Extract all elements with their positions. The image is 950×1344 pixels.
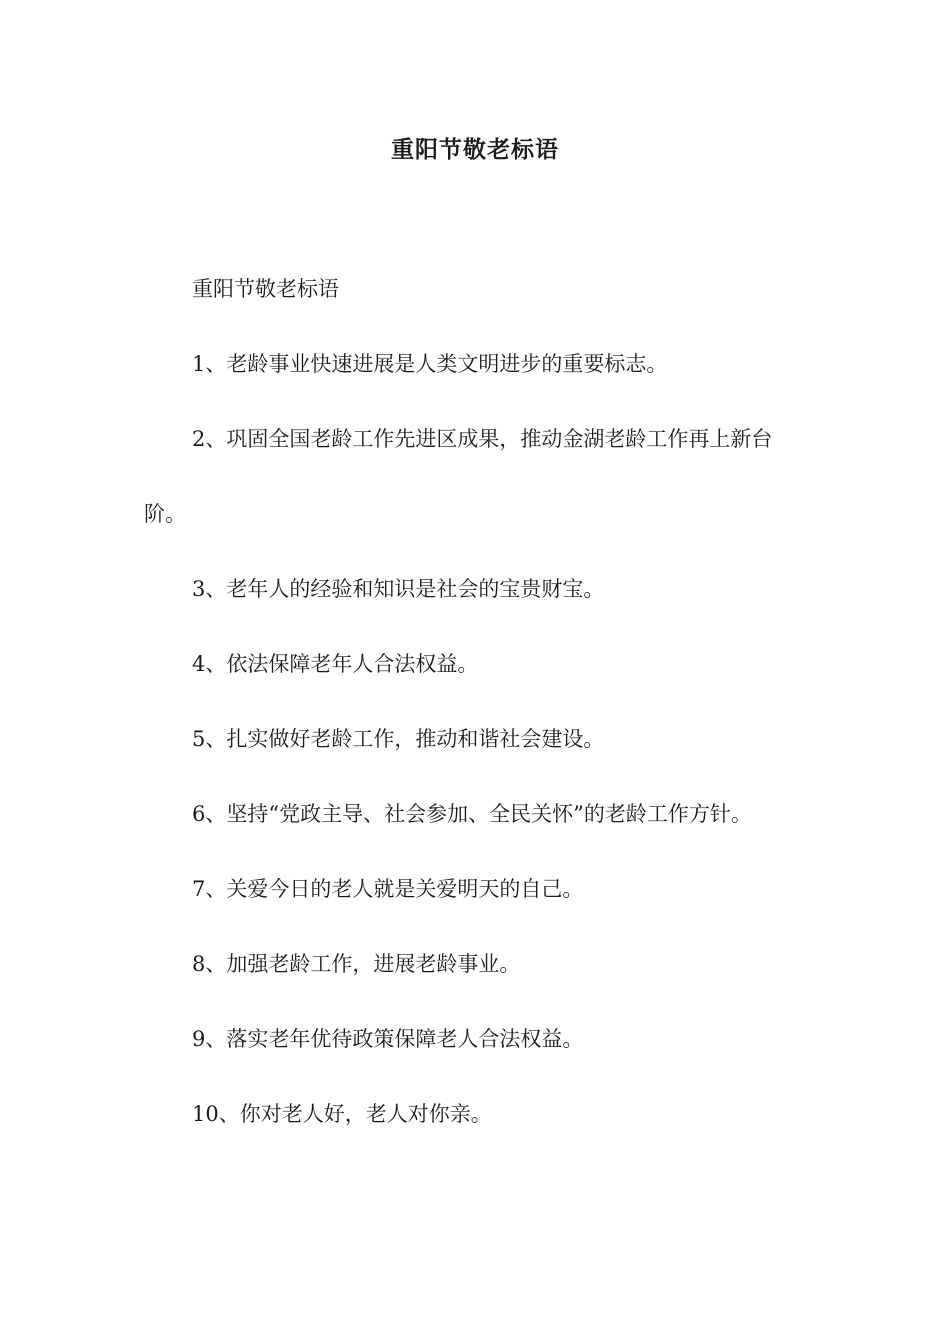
paragraph-item-4: 4、依法保障老年人合法权益。 bbox=[192, 652, 479, 676]
document-body bbox=[144, 252, 810, 1152]
paragraph-item-8: 8、加强老龄工作，进展老龄事业。 bbox=[192, 952, 521, 976]
paragraph-item-9: 9、落实老年优待政策保障老人合法权益。 bbox=[192, 1027, 584, 1051]
paragraph-heading: 重阳节敬老标语 bbox=[192, 277, 339, 301]
paragraph-item-7: 7、关爱今日的老人就是关爱明天的自己。 bbox=[192, 877, 584, 901]
paragraph-item-10: 10、你对老人好，老人对你亲。 bbox=[192, 1102, 492, 1126]
paragraph-item-3: 3、老年人的经验和知识是社会的宝贵财宝。 bbox=[192, 577, 605, 601]
paragraph-item-2: 2、巩固全国老龄工作先进区成果，推动金湖老龄工作再上新台阶。 bbox=[144, 427, 773, 526]
paragraph-item-5: 5、扎实做好老龄工作，推动和谐社会建设。 bbox=[192, 727, 605, 751]
document-title: 重阳节敬老标语 bbox=[391, 136, 559, 163]
paragraph-item-1: 1、老龄事业快速进展是人类文明进步的重要标志。 bbox=[192, 352, 668, 376]
paragraph-item-6: 6、坚持“党政主导、社会参加、全民关怀”的老龄工作方针。 bbox=[192, 802, 752, 826]
